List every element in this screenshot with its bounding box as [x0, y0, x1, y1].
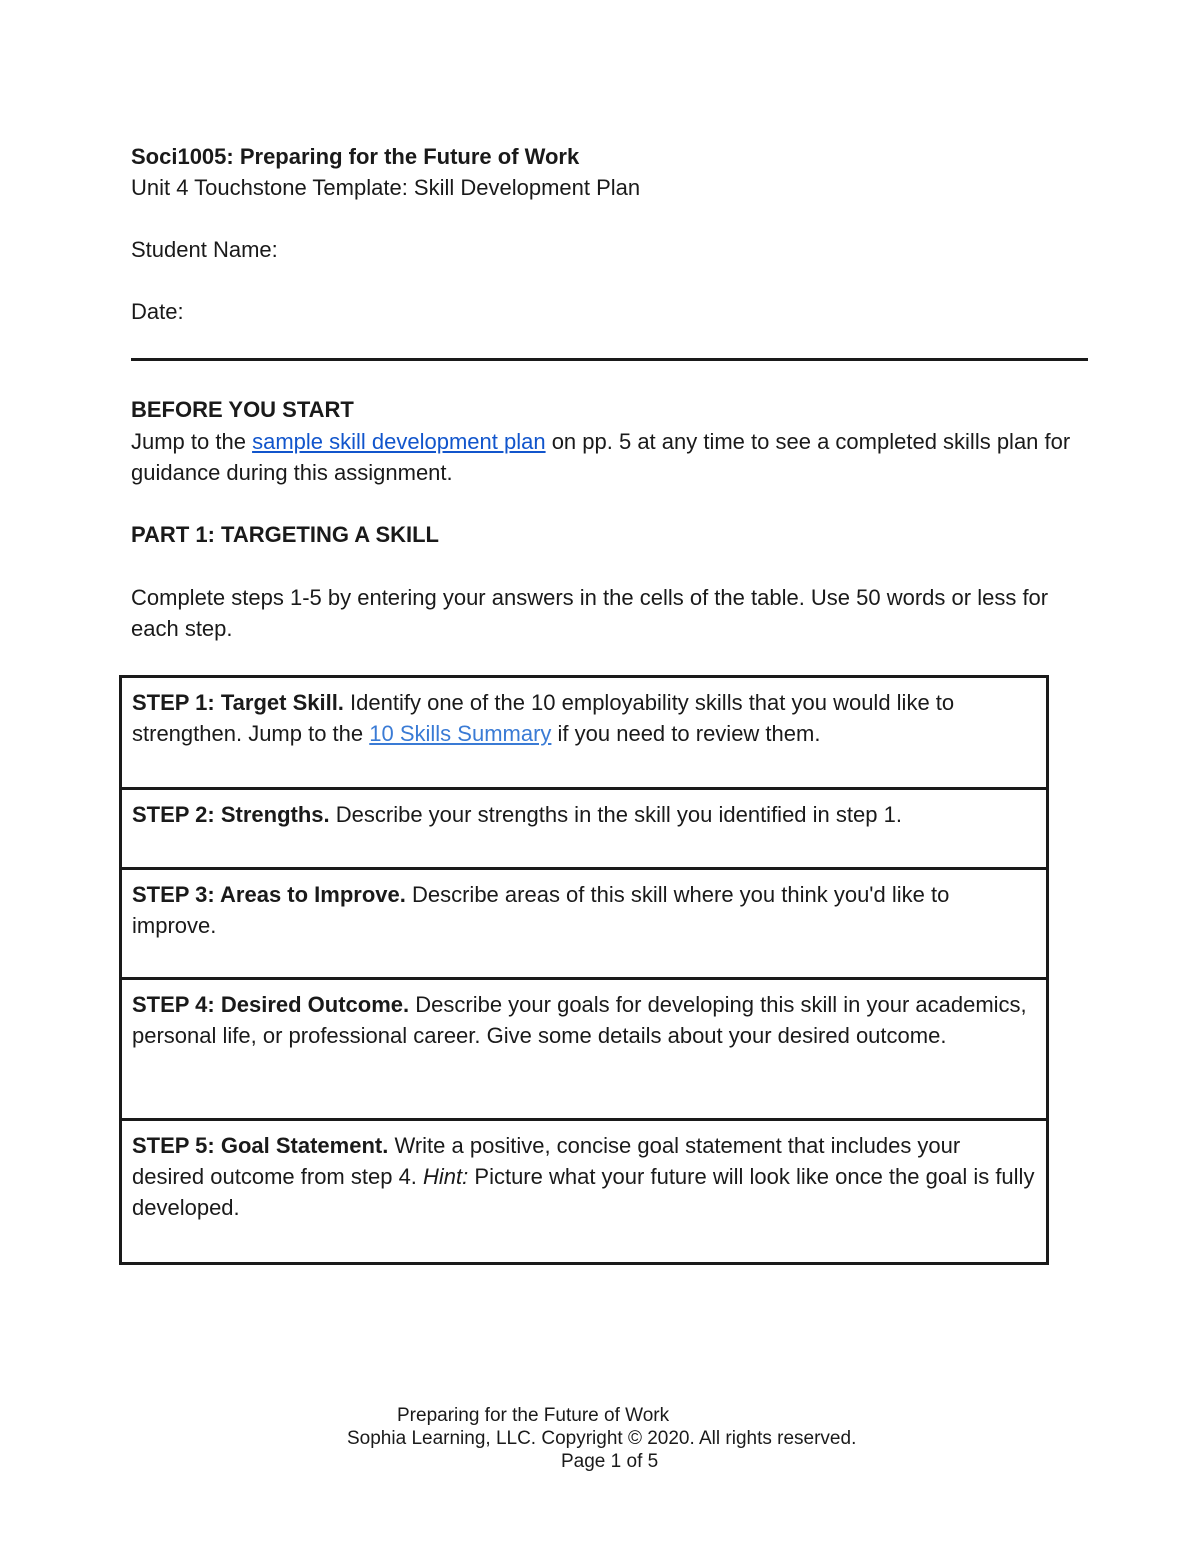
step-3-text: Describe areas of this skill where you think you'd like to improve. — [132, 882, 950, 938]
step-1-text-2: if you need to review them. — [551, 721, 821, 746]
step-1-text: Identify one of the 10 employability skills that you would like to strengthen. Jump to the — [132, 690, 955, 746]
step-5-text: Write a positive, concise goal statement that includes your desired outcome from step 4. — [132, 1133, 961, 1189]
step-2-text: Describe your strengths in the skill you identified in step 1. — [329, 802, 902, 827]
step-5-cell[interactable] — [122, 1121, 1046, 1262]
step-3-label: STEP 3: Areas to Improve. — [132, 882, 406, 907]
document-title: Soci1005: Preparing for the Future of Work — [131, 144, 580, 169]
step-5-label: STEP 5: Goal Statement. — [132, 1133, 389, 1158]
step-1-label: STEP 1: Target Skill. — [132, 690, 344, 715]
footer-page-number: Page 1 of 5 — [561, 1451, 659, 1472]
step-4-text: Describe your goals for developing this skill in your academics, personal life, or professional career. Give some details about your desired outcome. — [132, 992, 1027, 1048]
student-name-label: Student Name: — [131, 237, 278, 262]
sample-plan-link[interactable]: sample skill development plan — [252, 429, 546, 454]
step-4-label: STEP 4: Desired Outcome. — [132, 992, 410, 1017]
before-you-start-text: Jump to the — [131, 429, 253, 454]
step-4-cell[interactable] — [122, 980, 1046, 1121]
part1-instructions: Complete steps 1-5 by entering your answers in the cells of the table. Use 50 words or less for each step. — [131, 585, 1049, 641]
step-2-label: STEP 2: Strengths. — [132, 802, 330, 827]
before-you-start-text-2: on pp. 5 at any time to see a completed skills plan for guidance during this assignment. — [131, 429, 1071, 485]
part1-heading: PART 1: TARGETING A SKILL — [131, 522, 439, 547]
step-3-cell[interactable] — [122, 870, 1046, 980]
footer-copyright: Sophia Learning, LLC. Copyright © 2020. All rights reserved. — [347, 1428, 857, 1449]
before-you-start-heading: BEFORE YOU START — [131, 397, 354, 422]
step-2-cell[interactable] — [122, 790, 1046, 870]
before-you-start-paragraph — [131, 426, 1091, 488]
date-label: Date: — [131, 299, 184, 324]
footer-course-name: Preparing for the Future of Work — [397, 1405, 670, 1426]
horizontal-divider — [131, 358, 1088, 361]
step-1-cell[interactable] — [122, 678, 1046, 790]
document-subtitle: Unit 4 Touchstone Template: Skill Development Plan — [131, 175, 641, 200]
step-5-text-2: Picture what your future will look like once the goal is fully developed. — [132, 1164, 1035, 1220]
steps-table — [119, 675, 1049, 1265]
step-5-hint-label: Hint: — [423, 1164, 469, 1189]
skills-summary-link[interactable]: 10 Skills Summary — [369, 721, 552, 746]
